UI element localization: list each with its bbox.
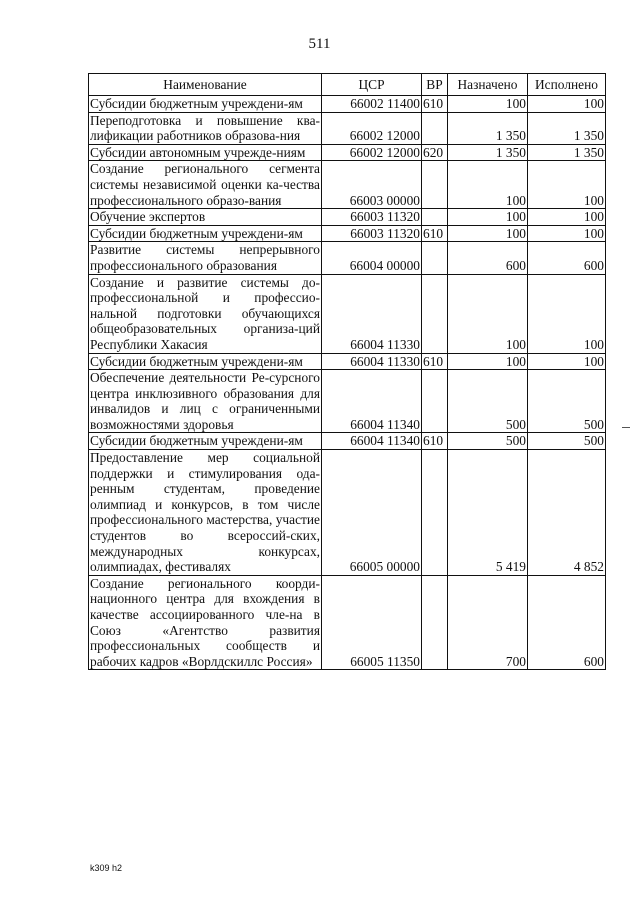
row-name: Субсидии бюджетным учреждени-ям — [89, 353, 322, 370]
row-planned: 600 — [448, 242, 528, 274]
row-planned: 100 — [448, 225, 528, 242]
row-name: Обучение экспертов — [89, 209, 322, 226]
row-name: Развитие системы непрерывного профессионального образования — [90, 242, 320, 273]
margin-tick-mark — [622, 427, 630, 428]
table-header-row — [89, 74, 606, 96]
header-csr: ЦСР — [322, 74, 422, 96]
table-row — [89, 112, 606, 144]
row-csr: 66004 11330 — [322, 274, 422, 353]
row-planned: 1 350 — [448, 112, 528, 144]
row-done: 100 — [528, 161, 606, 209]
row-done: 500 — [528, 370, 606, 433]
row-planned: 100 — [448, 96, 528, 113]
page-number: 511 — [308, 36, 331, 52]
row-csr: 66002 11400 — [322, 96, 422, 113]
row-vr: 610 — [422, 225, 448, 242]
row-planned: 100 — [448, 274, 528, 353]
row-done: 4 852 — [528, 450, 606, 576]
row-done: 100 — [528, 353, 606, 370]
budget-table — [88, 73, 606, 670]
row-planned: 100 — [448, 209, 528, 226]
row-done: 100 — [528, 209, 606, 226]
header-name: Наименование — [89, 74, 322, 96]
row-name: Обеспечение деятельности Ре-сурсного центра инклюзивного образования для инвалидов и лиц с ограниченными возможностями здоровья — [90, 370, 320, 432]
row-name: Субсидии бюджетным учреждени-ям — [89, 433, 322, 450]
row-name: Субсидии автономным учрежде-ниям — [89, 144, 322, 161]
row-csr: 66004 00000 — [322, 242, 422, 274]
table-row — [89, 209, 606, 226]
row-name: Создание регионального сегмента системы независимой оценки ка-чества профессионального образо-вания — [90, 161, 320, 208]
row-name: Переподготовка и повышение ква-лификации работников образова-ния — [90, 112, 320, 144]
row-csr: 66005 00000 — [322, 450, 422, 576]
row-planned: 500 — [448, 433, 528, 450]
row-done: 100 — [528, 225, 606, 242]
table-row — [89, 161, 606, 209]
row-vr — [422, 575, 448, 670]
table-row — [89, 225, 606, 242]
row-vr: 620 — [422, 144, 448, 161]
row-csr: 66004 11330 — [322, 353, 422, 370]
row-csr: 66004 11340 — [322, 370, 422, 433]
row-planned: 100 — [448, 161, 528, 209]
table-row — [89, 450, 606, 576]
table-row — [89, 433, 606, 450]
row-vr — [422, 242, 448, 274]
row-vr — [422, 450, 448, 576]
row-vr — [422, 112, 448, 144]
row-planned: 5 419 — [448, 450, 528, 576]
row-vr: 610 — [422, 353, 448, 370]
row-csr: 66003 11320 — [322, 225, 422, 242]
row-name: Создание регионального коорди-национного центра для вхождения в качестве ассоциированного чле-на в Союз «Агентство развития профессиональных сообществ и рабочих кадров «Ворлдскиллс Россия» — [90, 575, 320, 669]
header-vr: ВР — [422, 74, 448, 96]
table-row — [89, 353, 606, 370]
table-row — [89, 242, 606, 274]
row-done: 500 — [528, 433, 606, 450]
row-done: 100 — [528, 96, 606, 113]
row-vr: 610 — [422, 96, 448, 113]
row-done: 600 — [528, 242, 606, 274]
row-csr: 66002 12000 — [322, 112, 422, 144]
row-planned: 100 — [448, 353, 528, 370]
row-done: 1 350 — [528, 144, 606, 161]
table-row — [89, 274, 606, 353]
row-planned: 700 — [448, 575, 528, 670]
row-done: 100 — [528, 274, 606, 353]
row-name: Создание и развитие системы до-профессиональной и профессио-нальной подготовки обучающихся общеобразовательных организа-ций Республики Хакасия — [90, 274, 320, 352]
table-row — [89, 370, 606, 433]
table-row — [89, 144, 606, 161]
footer-code: k309 h2 — [90, 863, 123, 873]
row-vr — [422, 370, 448, 433]
row-planned: 500 — [448, 370, 528, 433]
row-csr: 66003 11320 — [322, 209, 422, 226]
table-row — [89, 96, 606, 113]
row-csr: 66002 12000 — [322, 144, 422, 161]
row-csr: 66003 00000 — [322, 161, 422, 209]
header-done: Исполнено — [528, 74, 606, 96]
row-planned: 1 350 — [448, 144, 528, 161]
row-name: Предоставление мер социальной поддержки и стимулирования ода-ренным студентам, проведение олимпиад и конкурсов, в том числе профессионального мастерства, участие студентов во всероссий-ских, международных конкурсах, олимпиадах, фестивалях — [90, 450, 320, 575]
row-done: 600 — [528, 575, 606, 670]
row-csr: 66005 11350 — [322, 575, 422, 670]
row-name: Субсидии бюджетным учреждени-ям — [89, 225, 322, 242]
row-done: 1 350 — [528, 112, 606, 144]
header-planned: Назначено — [448, 74, 528, 96]
row-vr: 610 — [422, 433, 448, 450]
row-vr — [422, 209, 448, 226]
table-row — [89, 575, 606, 670]
row-name: Субсидии бюджетным учреждени-ям — [89, 96, 322, 113]
row-vr — [422, 161, 448, 209]
row-vr — [422, 274, 448, 353]
row-csr: 66004 11340 — [322, 433, 422, 450]
